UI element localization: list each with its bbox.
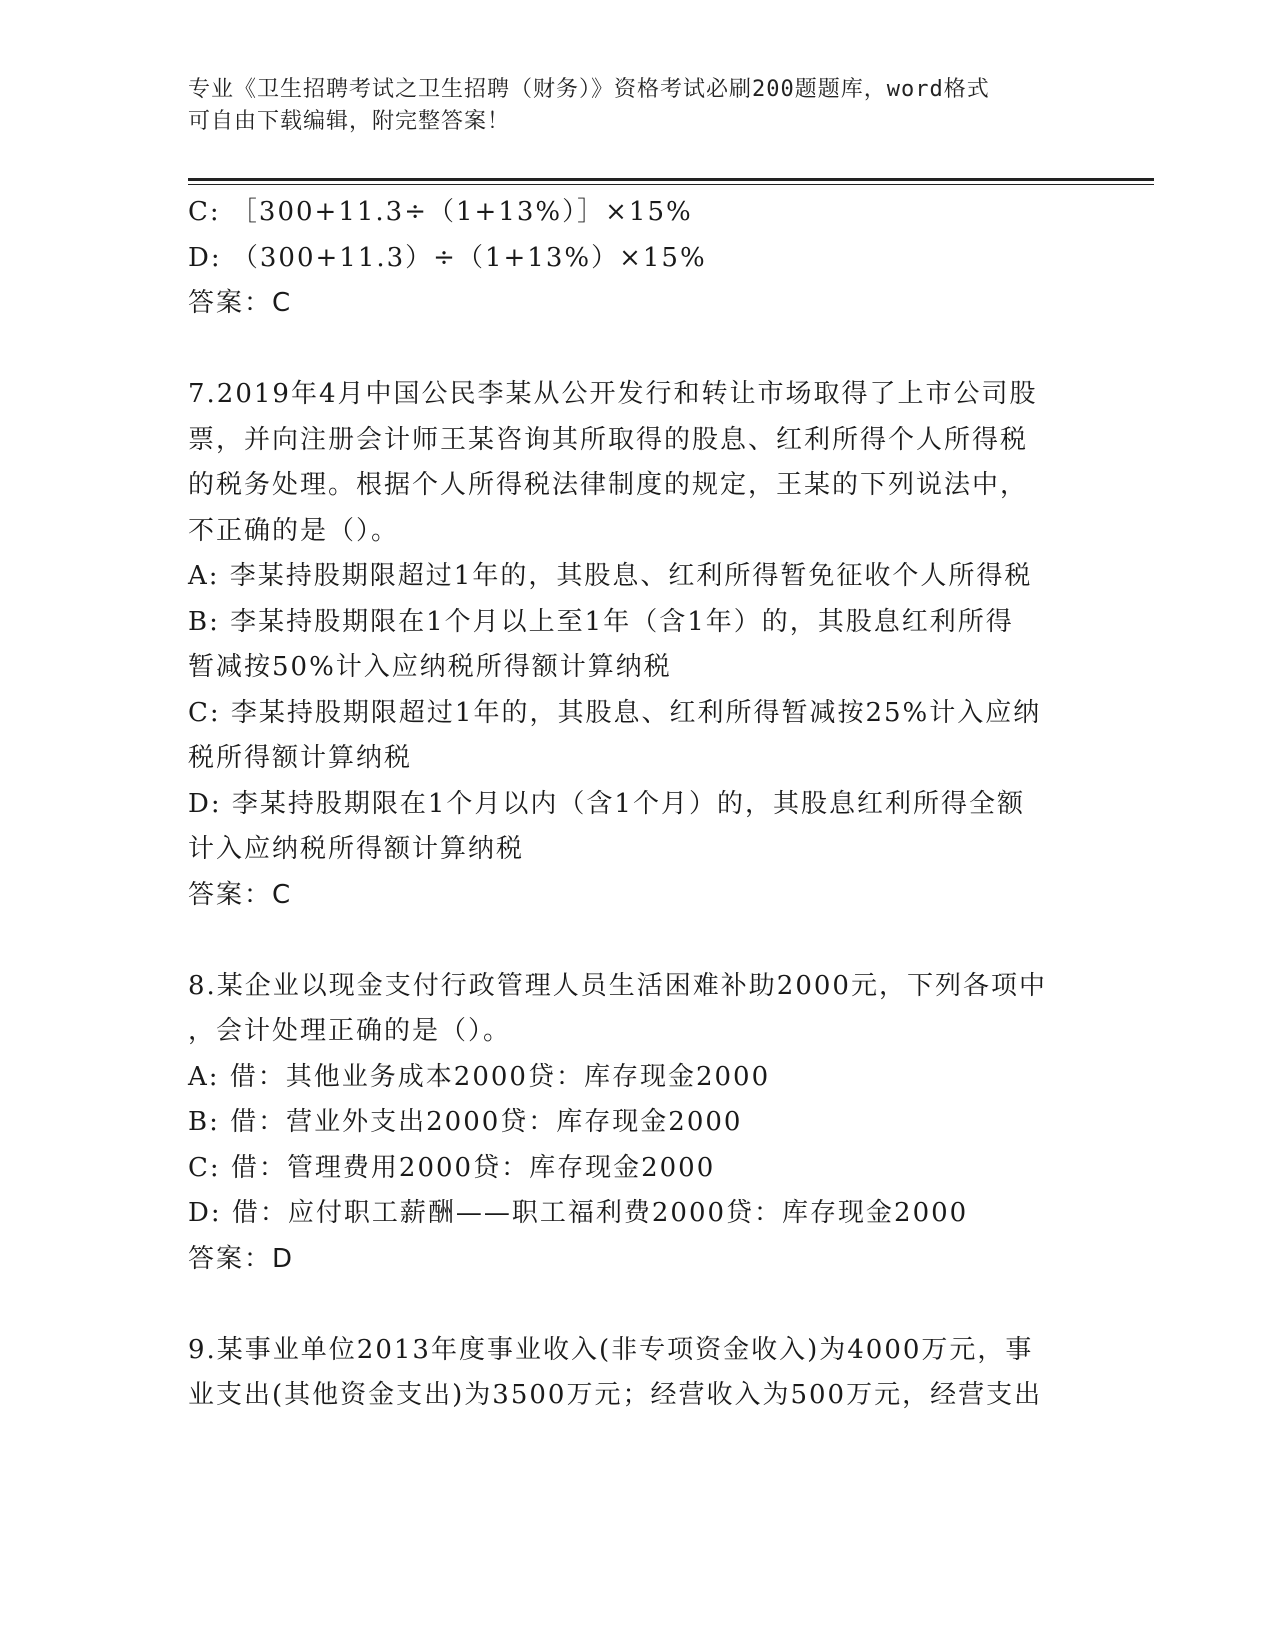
header-line-2: 可自由下载编辑，附完整答案！ [188,109,511,134]
header-rule-thick [188,178,1154,181]
question-8 [188,964,1068,1283]
question-6-tail [188,190,1068,327]
q9-stem-line-1: 9.某事业单位2013年度事业收入(非专项资金收入)为4000万元，事 [188,1334,1034,1365]
q8-option-b: B: 借：营业外支出2000贷：库存现金2000 [188,1107,743,1137]
q8-stem-line-2: ，会计处理正确的是（）。 [188,1016,512,1046]
q7-option-c-line-1: C: 李某持股期限超过1年的，其股息、红利所得暂减按25%计入应纳 [188,697,1042,728]
q7-option-b-line-1: B: 李某持股期限在1个月以上至1年（含1年）的，其股息红利所得 [188,606,1014,637]
spacer [188,918,1068,964]
q8-option-a: A: 借：其他业务成本2000贷：库存现金2000 [188,1061,771,1092]
q8-option-c: C: 借：管理费用2000贷：库存现金2000 [188,1152,716,1183]
q7-option-b-line-2: 暂减按50%计入应纳税所得额计算纳税 [188,652,672,682]
q7-option-a: A: 李某持股期限超过1年的，其股息、红利所得暂免征收个人所得税 [188,561,1033,591]
q6-option-d: D: （300+11.3）÷（1+13%）×15% [188,242,707,273]
spacer [188,327,1068,373]
q7-stem-line-1: 7.2019年4月中国公民李某从公开发行和转让市场取得了上市公司股 [188,379,1038,409]
q6-option-c: C: ［300+11.3÷（1+13%）］×15% [188,197,693,227]
q7-option-d-line-1: D: 李某持股期限在1个月以内（含1个月）的，其股息红利所得全额 [188,788,1025,819]
q7-answer: 答案：C [188,879,293,910]
question-7 [188,372,1068,918]
q8-stem-line-1: 8.某企业以现金支付行政管理人员生活困难补助2000元，下列各项中 [188,970,1047,1001]
q6-answer: 答案：C [188,288,293,318]
header-line-1: 专业《卫生招聘考试之卫生招聘（财务）》资格考试必刷200题题库，word格式 [188,77,990,102]
question-9 [188,1328,1068,1419]
q7-stem-line-3: 的税务处理。根据个人所得税法律制度的规定，王某的下列说法中， [188,470,1029,500]
q9-stem-line-2: 业支出(其他资金支出)为3500万元；经营收入为500万元，经营支出 [188,1380,1043,1410]
spacer [188,1282,1068,1328]
q7-option-d-line-2: 计入应纳税所得额计算纳税 [188,834,525,864]
q7-option-c-line-2: 税所得额计算纳税 [188,743,413,773]
document-body [188,190,1068,1419]
q8-answer: 答案：D [188,1243,295,1274]
header-rule-thin [188,184,1154,185]
document-header [188,74,1088,138]
q7-stem-line-2: 票，并向注册会计师王某咨询其所取得的股息、红利所得个人所得税 [188,424,1029,455]
q8-option-d: D: 借：应付职工薪酬——职工福利费2000贷：库存现金2000 [188,1198,969,1228]
q7-stem-line-4: 不正确的是（）。 [188,515,400,546]
